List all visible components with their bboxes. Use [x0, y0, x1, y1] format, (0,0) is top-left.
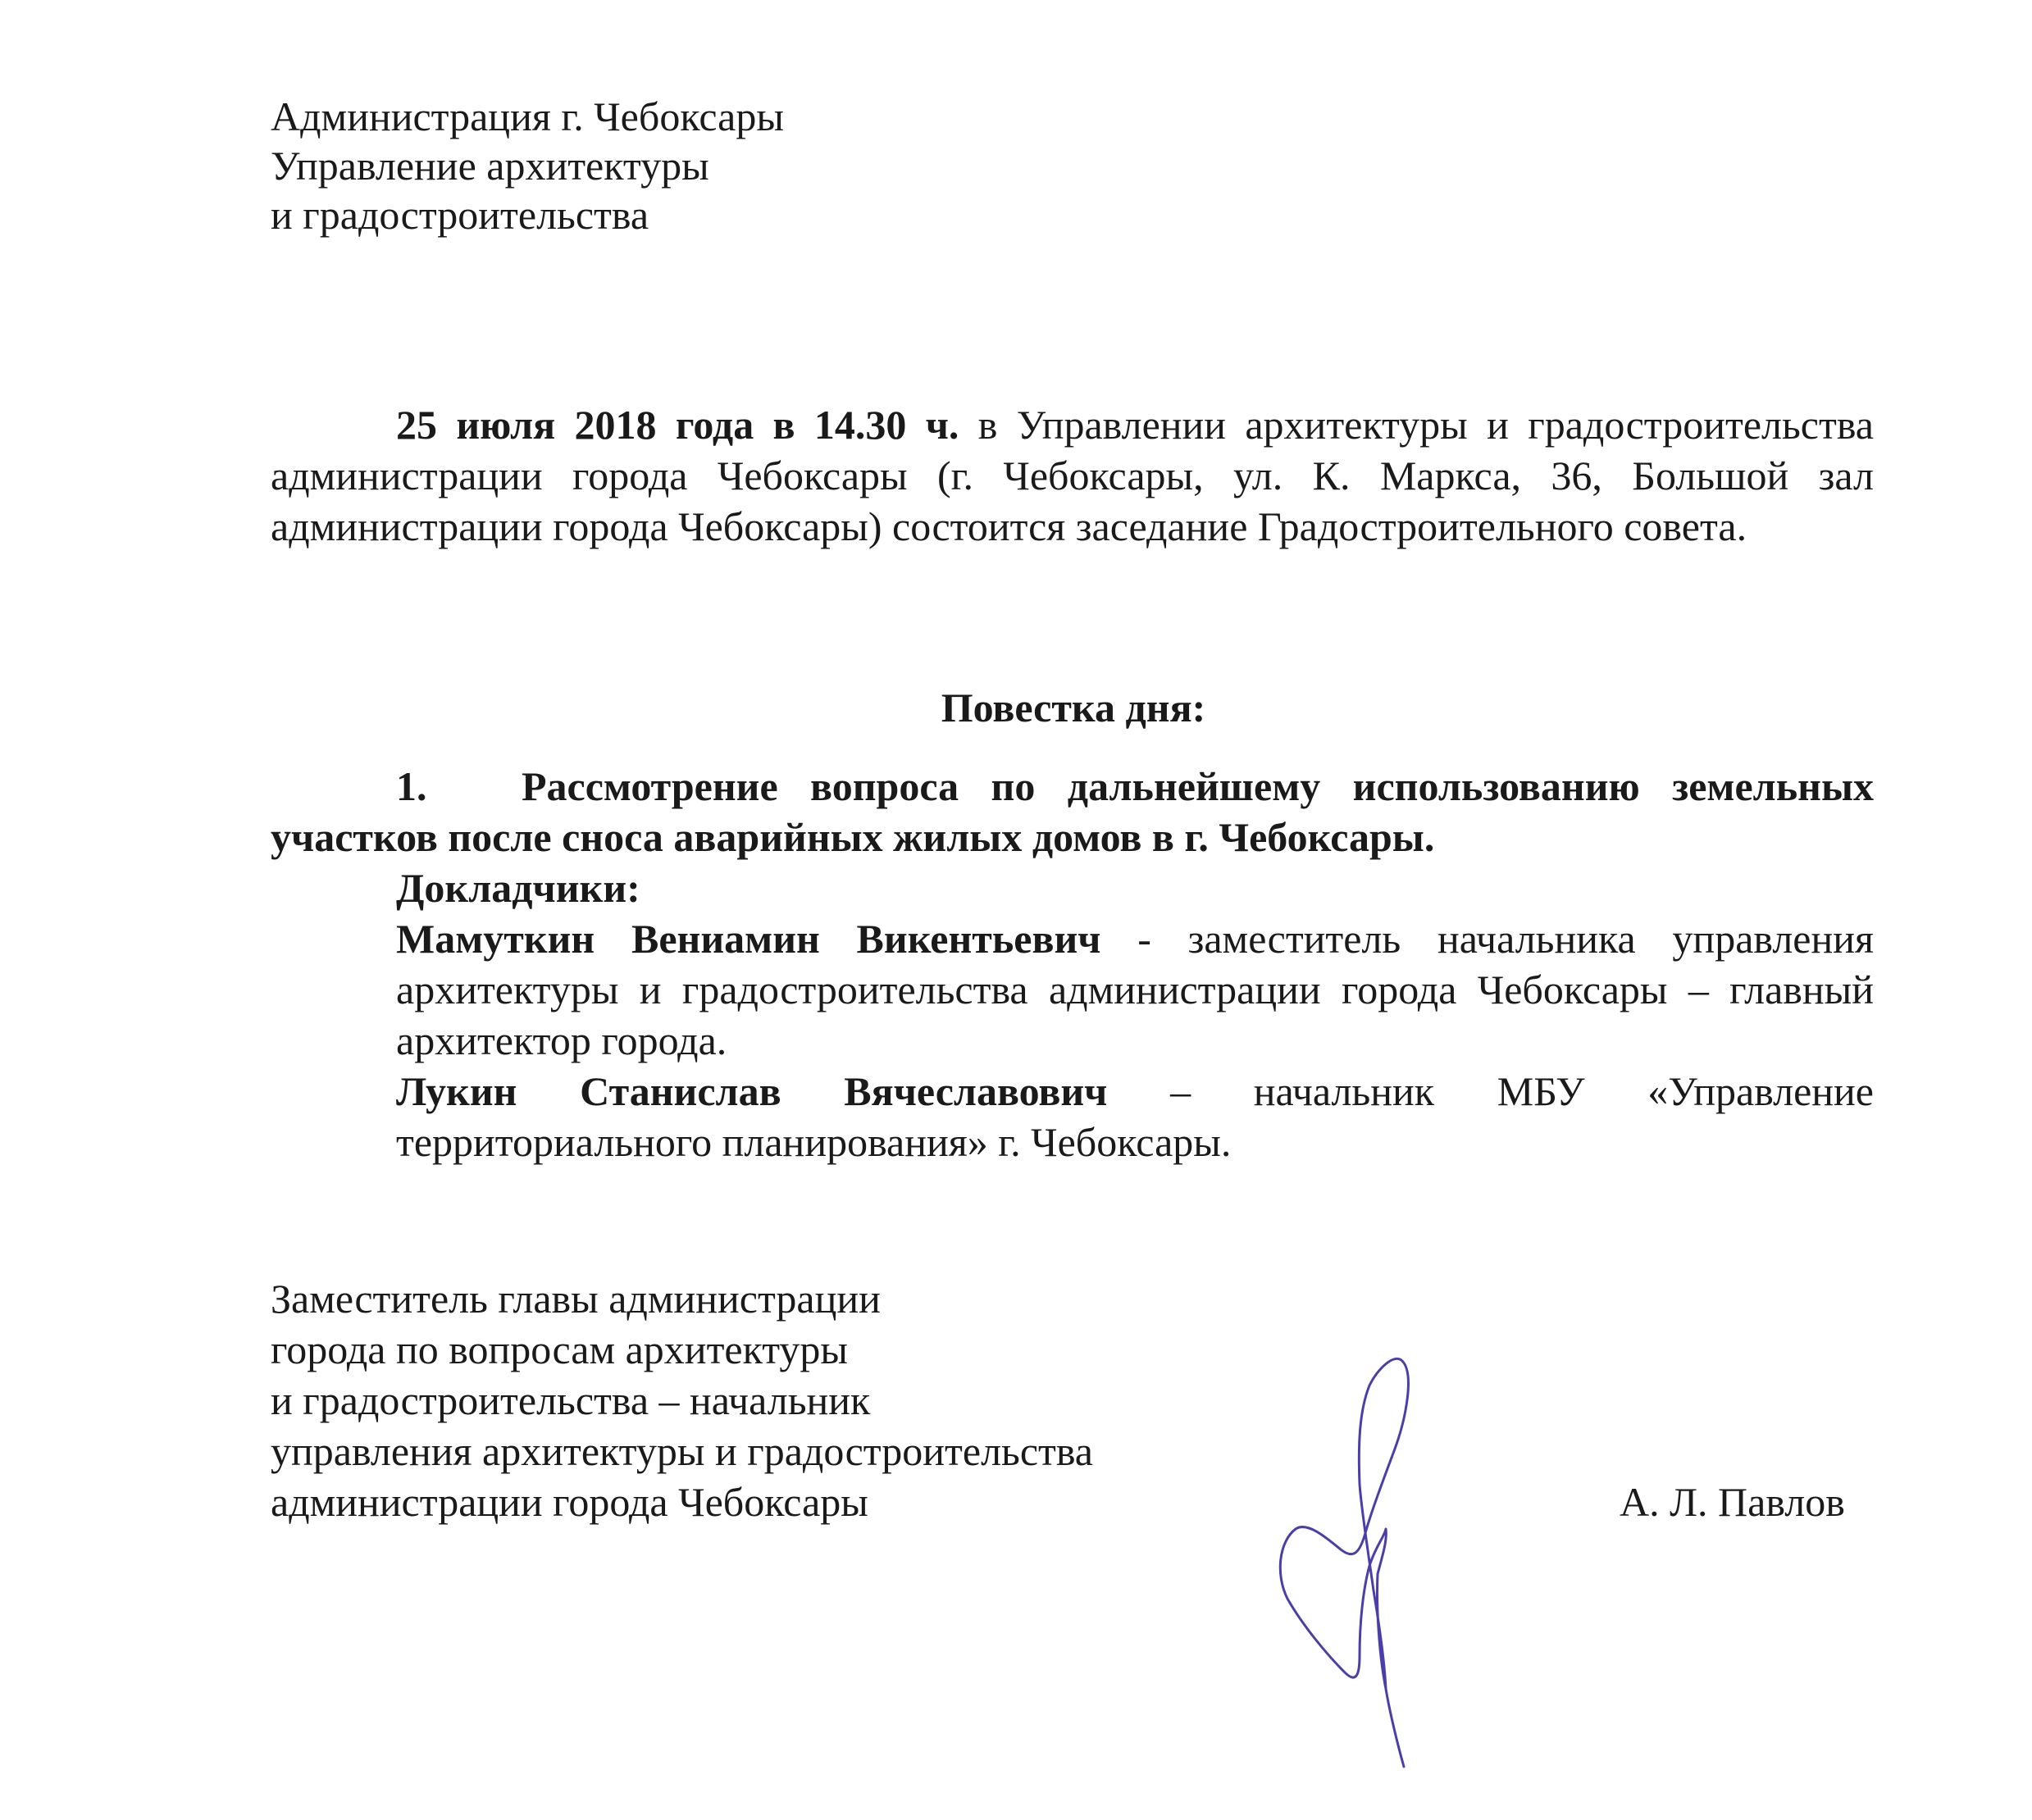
- letterhead-line-1: Администрация г. Чебоксары: [271, 93, 784, 139]
- speaker-1-role: - заместитель начальника управления архитектуры и градостроительства администрации города Чебоксары – главный архитектор города.: [396, 916, 1874, 1063]
- signatory-line-2: города по вопросам архитектуры: [271, 1326, 849, 1372]
- speakers-label: Докладчики:: [396, 865, 640, 911]
- letterhead-line-2: Управление архитектуры: [271, 143, 709, 189]
- signatory-line-4: управления архитектуры и градостроительства: [271, 1428, 1094, 1474]
- signer-name: А. Л. Павлов: [1620, 1479, 1845, 1525]
- signatory-line-1: Заместитель главы администрации: [271, 1276, 881, 1322]
- meeting-date-time: 25 июля 2018 года в 14.30 ч.: [396, 402, 959, 448]
- speaker-2: [396, 1066, 1874, 1167]
- letterhead: [271, 92, 784, 239]
- speaker-2-name: Лукин Станислав Вячеславович: [396, 1068, 1108, 1114]
- agenda-item-number: 1.: [396, 763, 427, 809]
- agenda-item-text: Рассмотрение вопроса по дальнейшему использованию земельных участков после сноса аварийных жилых домов в г. Чебоксары.: [271, 763, 1874, 860]
- handwritten-signature-icon: [1263, 1345, 1443, 1771]
- letterhead-line-3: и градостроительства: [271, 192, 649, 238]
- agenda-item-1: [271, 761, 1874, 862]
- signatory-title: [271, 1273, 1093, 1527]
- signatory-line-3: и градостроительства – начальник: [271, 1377, 871, 1423]
- meeting-announcement: [271, 399, 1874, 552]
- signatory-line-5: администрации города Чебоксары: [271, 1479, 868, 1525]
- agenda-title: Повестка дня:: [941, 685, 1206, 730]
- speaker-2-role: – начальник МБУ «Управление территориального планирования» г. Чебоксары.: [396, 1068, 1874, 1165]
- speaker-1: [396, 913, 1874, 1066]
- signature-stroke: [1280, 1358, 1408, 1767]
- meeting-details: в Управлении архитектуры и градостроительства администрации города Чебоксары (г. Чебоксары, ул. К. Маркса, 36, Большой зал администрации города Чебоксары) состоится заседание Градостроительного совета.: [271, 402, 1874, 549]
- speaker-1-name: Мамуткин Вениамин Викентьевич: [396, 916, 1101, 962]
- speakers-section: [396, 862, 1874, 1167]
